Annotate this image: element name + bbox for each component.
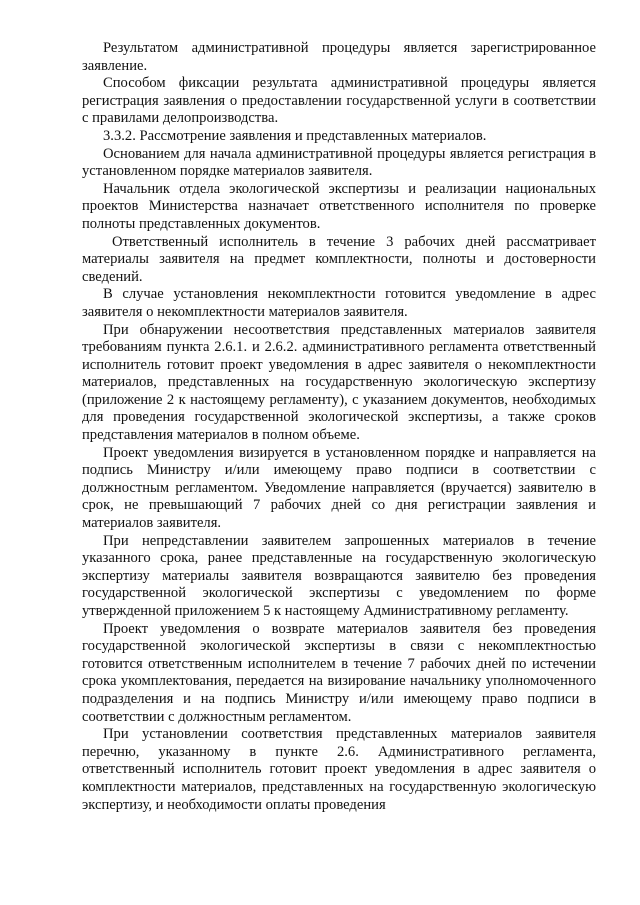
paragraph-non-submission: При непредставлении заявителем запрошенных материалов в течение указанного срока, ранее представленные на государственную экологическую экспертизу материалы заявителя возвращаются заявителю без проведения государственной экологической экспертизы с уведомлением по форме утвержденной приложением 5 к настоящему Административному регламенту. bbox=[82, 532, 596, 619]
paragraph-fixation-method: Способом фиксации результата административной процедуры является регистрация заявления о предоставлении государственной услуги в соответствии с правилами делопроизводства. bbox=[82, 75, 596, 127]
paragraph-completeness: При установлении соответствия представленных материалов заявителя перечню, указанному в пункте 2.6. Административного регламента, ответственный исполнитель готовит проект уведомления в адрес заявителя о комплектности материалов, представленных на государственную экологическую экспертизу, и необходимости оплаты проведения bbox=[82, 726, 596, 813]
paragraph-result: Результатом административной процедуры является зарегистрированное заявление. bbox=[82, 40, 596, 74]
paragraph-head-assigns: Начальник отдела экологической экспертизы и реализации национальных проектов Министерства назначает ответственного исполнителя по проверке полноты представленных документов. bbox=[82, 180, 596, 232]
paragraph-executor-review: Ответственный исполнитель в течение 3 рабочих дней рассматривает материалы заявителя на предмет комплектности, полноты и достоверности сведений. bbox=[82, 233, 596, 285]
document-body bbox=[82, 40, 596, 814]
paragraph-mismatch: При обнаружении несоответствия представленных материалов заявителя требованиям пункта 2.6.1. и 2.6.2. административного регламента ответственный исполнитель готовит проект уведомления в адрес заявителя о некомплектности материалов, представленных на государственную экологическую экспертизу (приложение 2 к настоящему регламенту), с указанием документов, необходимых для проведения государственной экологической экспертизы, а также сроков представления материалов в полном объеме. bbox=[82, 321, 596, 444]
section-heading-3-3-2: 3.3.2. Рассмотрение заявления и представленных материалов. bbox=[103, 127, 487, 144]
paragraph-basis: Основанием для начала административной процедуры является регистрация в установленном порядке материалов заявителя. bbox=[82, 145, 596, 180]
paragraph-incompleteness: В случае установления некомплектности готовится уведомление в адрес заявителя о некомплектности материалов заявителя. bbox=[82, 286, 596, 320]
paragraph-return-notice: Проект уведомления о возврате материалов заявителя без проведения государственной экологической экспертизы в связи с некомплектностью готовится ответственным исполнителем в течение 7 рабочих дней по истечении срока укомплектования, передается на визирование начальнику уполномоченного подразделения и на подпись Министру и/или имеющему право подписи в соответствии с должностным регламентом. bbox=[82, 620, 596, 725]
paragraph-notice-approval: Проект уведомления визируется в установленном порядке и направляется на подпись Министру и/или имеющему право подписи в соответствии с должностным регламентом. Уведомление направляется (вручается) заявителю в срок, не превышающий 7 рабочих дней со дня регистрации заявления и материалов заявителя. bbox=[82, 444, 596, 532]
